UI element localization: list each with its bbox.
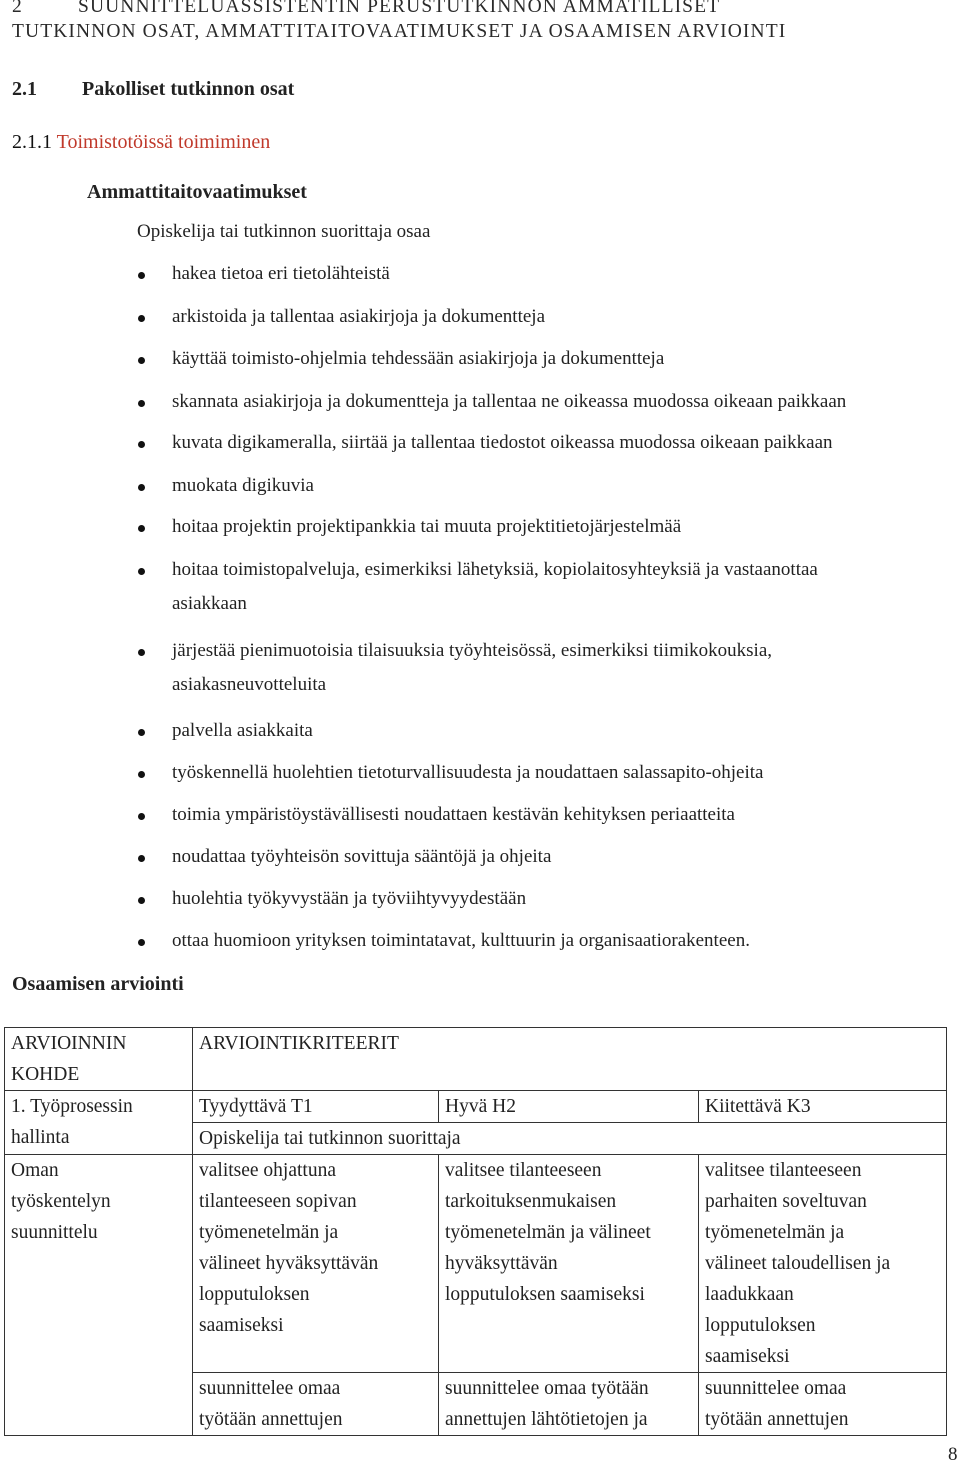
list-item: hoitaa projektin projektipankkia tai muuta projektitietojärjestelmää	[172, 516, 681, 538]
table-header-criteria: ARVIOINTIKRITEERIT	[193, 1028, 947, 1091]
row-target-cell: Oman työskentelyn suunnittelu	[5, 1155, 193, 1436]
criteria-k3-cell: suunnittelee omaa työtään annettujen	[699, 1373, 947, 1436]
list-item: hoitaa toimistopalveluja, esimerkiksi lähetyksiä, kopiolaitosyhteyksiä ja vastaanottaa asiakkaan	[172, 559, 818, 615]
bullet-icon	[138, 315, 145, 322]
list-item: skannata asiakirjoja ja dokumentteja ja tallentaa ne oikeassa muodossa oikeaan paikkaan	[172, 391, 846, 413]
bullet-icon	[138, 939, 145, 946]
bullet-icon	[138, 357, 145, 364]
bullet-icon	[138, 855, 145, 862]
chapter-number: 2	[12, 0, 23, 17]
subsection-heading	[12, 131, 270, 154]
table-row	[5, 1155, 947, 1373]
bullet-icon	[138, 729, 145, 736]
table-row	[5, 1091, 947, 1123]
bullet-icon	[138, 441, 145, 448]
bullet-icon	[138, 813, 145, 820]
subsection-title: Toimistotöissä toimiminen	[56, 131, 271, 153]
level-t1: Tyydyttävä T1	[193, 1091, 439, 1123]
list-item: toimia ympäristöystävällisesti noudattaen kestävän kehityksen periaatteita	[172, 804, 735, 826]
level-h2: Hyvä H2	[439, 1091, 699, 1123]
page-number: 8	[948, 1444, 958, 1465]
target-group-cell: 1. Työprosessin hallinta	[5, 1091, 193, 1155]
chapter-heading-line1	[12, 0, 720, 18]
list-item: palvella asiakkaita	[172, 720, 313, 742]
criteria-t1-cell: suunnittelee omaa työtään annettujen	[193, 1373, 439, 1436]
assessment-heading: Osaamisen arviointi	[12, 973, 184, 995]
section-title: Pakolliset tutkinnon osat	[82, 78, 295, 100]
criteria-h2-cell: valitsee tilanteeseen tarkoituksenmukaisen työmenetelmän ja välineet hyväksyttävän lopputuloksen saamiseksi	[439, 1155, 699, 1373]
bullet-icon	[138, 568, 145, 575]
list-item: huolehtia työkyvystään ja työviihtyvyydestään	[172, 888, 526, 910]
bullet-icon	[138, 771, 145, 778]
subsection-number: 2.1.1	[12, 131, 52, 153]
requirements-intro: Opiskelija tai tutkinnon suorittaja osaa	[137, 221, 431, 242]
section-number: 2.1	[12, 78, 37, 100]
criteria-t1-cell: valitsee ohjattuna tilanteeseen sopivan työmenetelmän ja välineet hyväksyttävän lopputuloksen saamiseksi	[193, 1155, 439, 1373]
requirements-heading: Ammattitaitovaatimukset	[87, 181, 307, 203]
chapter-title-line2: TUTKINNON OSAT, AMMATTITAITOVAATIMUKSET JA OSAAMISEN ARVIOINTI	[12, 21, 787, 42]
bullet-icon	[138, 525, 145, 532]
list-item: muokata digikuvia	[172, 475, 314, 497]
list-item: järjestää pienimuotoisia tilaisuuksia työyhteisössä, esimerkiksi tiimikokouksia, asiakasneuvotteluita	[172, 640, 772, 696]
bullet-icon	[138, 272, 145, 279]
list-item: ottaa huomioon yrityksen toimintatavat, kulttuurin ja organisaatiorakenteen.	[172, 930, 750, 952]
level-k3: Kiitettävä K3	[699, 1091, 947, 1123]
list-item: arkistoida ja tallentaa asiakirjoja ja dokumentteja	[172, 306, 545, 328]
bullet-icon	[138, 649, 145, 656]
list-item: kuvata digikameralla, siirtää ja tallentaa tiedostot oikeassa muodossa oikeaan paikkaan	[172, 432, 833, 454]
bullet-icon	[138, 400, 145, 407]
bullet-icon	[138, 897, 145, 904]
chapter-title-line1: SUUNNITTELUASSISTENTIN PERUSTUTKINNON AMMATILLISET	[78, 0, 721, 17]
criteria-h2-cell: suunnittelee omaa työtään annettujen lähtötietojen ja	[439, 1373, 699, 1436]
section-heading	[12, 78, 294, 101]
bullet-icon	[138, 484, 145, 491]
list-item: käyttää toimisto-ohjelmia tehdessään asiakirjoja ja dokumentteja	[172, 348, 664, 370]
table-header-target: ARVIOINNIN KOHDE	[5, 1028, 193, 1091]
performer-cell: Opiskelija tai tutkinnon suorittaja	[193, 1123, 947, 1155]
list-item: hakea tietoa eri tietolähteistä	[172, 263, 390, 285]
assessment-table	[4, 1027, 947, 1436]
list-item: työskennellä huolehtien tietoturvallisuudesta ja noudattaen salassapito-ohjeita	[172, 762, 763, 784]
list-item: noudattaa työyhteisön sovittuja sääntöjä ja ohjeita	[172, 846, 551, 868]
table-row	[5, 1028, 947, 1091]
criteria-k3-cell: valitsee tilanteeseen parhaiten soveltuvan työmenetelmän ja välineet taloudellisen ja laadukkaan lopputuloksen saamiseksi	[699, 1155, 947, 1373]
